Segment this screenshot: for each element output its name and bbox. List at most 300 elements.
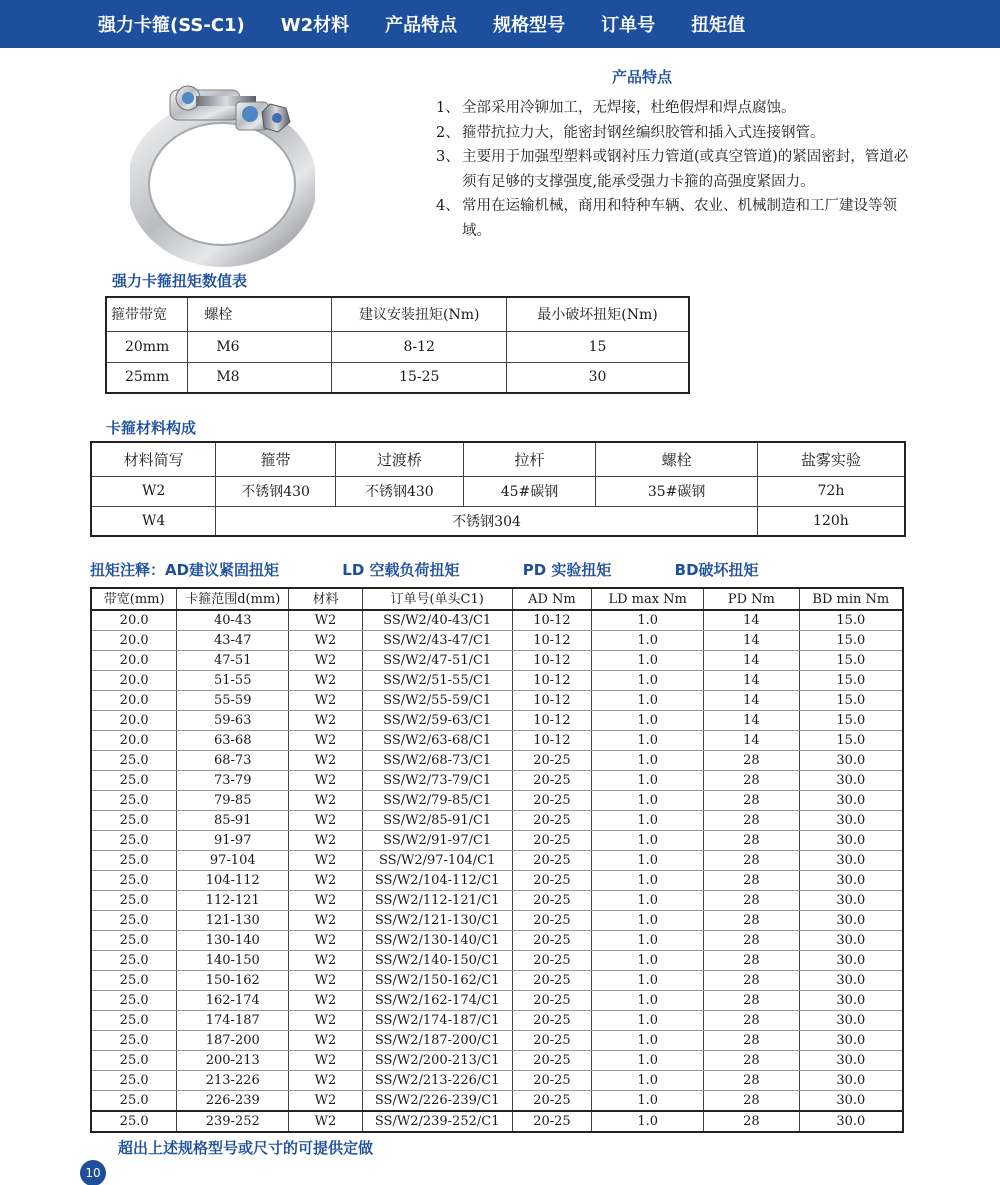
table-cell: 30.0 [799,771,903,791]
table-cell: W2 [289,971,363,991]
table-cell: 30.0 [799,1111,903,1132]
table-header-cell: PD Nm [704,588,800,610]
table-cell: M6 [188,331,332,362]
table-cell: 51-55 [177,671,289,691]
table-cell: 20.0 [91,711,177,731]
table-cell: 20-25 [512,751,592,771]
table-cell: 20-25 [512,1031,592,1051]
torque-notes [90,559,817,580]
table-cell: 20-25 [512,1091,592,1112]
table-cell: W2 [289,731,363,751]
table-cell: 10-12 [512,691,592,711]
table-header-row [91,442,905,476]
table-cell: 14 [704,610,800,631]
table-cell: 20-25 [512,1071,592,1091]
table-row [91,1071,903,1091]
table-cell: 28 [704,1111,800,1132]
page-number: 10 [80,1160,106,1185]
table-cell: 25mm [106,362,188,393]
spec-table [90,587,904,1133]
table-cell: 25.0 [91,991,177,1011]
note-ad: 扭矩注释：AD建议紧固扭矩 [90,561,280,579]
table-cell: 30.0 [799,971,903,991]
table-row [91,911,903,931]
hose-clamp-image [130,62,315,267]
table-cell: 30.0 [799,851,903,871]
nav-item-features[interactable]: 产品特点 [385,15,458,36]
table-cell: W2 [289,871,363,891]
table-cell: W2 [289,951,363,971]
table-cell: 45#碳钢 [463,476,596,506]
table-cell: 10-12 [512,610,592,631]
table-cell: 30.0 [799,1011,903,1031]
table-row [91,931,903,951]
table-cell: W2 [289,831,363,851]
table-cell: 25.0 [91,791,177,811]
table-cell: 1.0 [592,971,704,991]
table-cell: W2 [289,1091,363,1112]
table-cell: SS/W2/97-104/C1 [362,851,512,871]
table-cell: SS/W2/226-239/C1 [362,1091,512,1112]
table-row [91,731,903,751]
table-cell: 20-25 [512,871,592,891]
table-cell: 174-187 [177,1011,289,1031]
table-cell: SS/W2/239-252/C1 [362,1111,512,1132]
table-cell: 1.0 [592,811,704,831]
table-row [91,1091,903,1112]
table-cell: 79-85 [177,791,289,811]
table-header-cell: 箍带带宽 [106,297,188,331]
table-cell: 1.0 [592,871,704,891]
table-cell: 20.0 [91,731,177,751]
table-header-cell: 过渡桥 [335,442,463,476]
table-header-cell: AD Nm [512,588,592,610]
table-cell: SS/W2/200-213/C1 [362,1051,512,1071]
table-header-cell: 订单号(单头C1) [362,588,512,610]
table-cell: 28 [704,811,800,831]
torque-table [105,296,690,394]
table-cell: 97-104 [177,851,289,871]
table-cell: W2 [289,991,363,1011]
table-cell: 1.0 [592,1091,704,1112]
table-cell: 20mm [106,331,188,362]
table-cell: W2 [289,1031,363,1051]
table-cell: 25.0 [91,851,177,871]
table-cell: 28 [704,1051,800,1071]
table-cell: 20-25 [512,831,592,851]
table-cell: SS/W2/73-79/C1 [362,771,512,791]
table-cell: W2 [289,1111,363,1132]
table-header-cell: 材料 [289,588,363,610]
table-cell: W2 [289,631,363,651]
feature-text: 箍带抗拉力大，能密封钢丝编织胶管和插入式连接钢管。 [462,124,825,141]
table-cell: 1.0 [592,911,704,931]
table-cell: 40-43 [177,610,289,631]
table-row [91,506,905,536]
table-header-cell: 拉杆 [463,442,596,476]
table-cell: 20.0 [91,610,177,631]
table-cell: SS/W2/162-174/C1 [362,991,512,1011]
table-header-cell: 箍带 [216,442,336,476]
table-cell: 28 [704,951,800,971]
table-cell: 1.0 [592,691,704,711]
table-cell: 15 [507,331,690,362]
table-cell: W2 [289,771,363,791]
table-cell: 20.0 [91,691,177,711]
nav-item-order-number[interactable]: 订单号 [601,15,656,36]
table-cell: 1.0 [592,771,704,791]
table-cell: 15.0 [799,610,903,631]
table-header-cell: 卡箍范围d(mm) [177,588,289,610]
table-cell: 1.0 [592,791,704,811]
table-cell: 130-140 [177,931,289,951]
table-cell: SS/W2/40-43/C1 [362,610,512,631]
table-cell: 28 [704,1091,800,1112]
table-cell: 20-25 [512,971,592,991]
table-row [91,610,903,631]
table-cell: 20-25 [512,1051,592,1071]
table-row [91,671,903,691]
table-cell: 25.0 [91,751,177,771]
table-cell: 14 [704,631,800,651]
table-cell: 30.0 [799,951,903,971]
table-cell: 20-25 [512,891,592,911]
table-header-row [91,588,903,610]
table-row [91,891,903,911]
table-cell: W2 [289,811,363,831]
feature-number: 1、 [436,100,460,116]
table-cell: W2 [289,691,363,711]
nav-item-material[interactable]: W2材料 [280,15,350,36]
nav-item-torque[interactable]: 扭矩值 [691,15,746,36]
table-cell: 25.0 [91,1111,177,1132]
table-cell: 30.0 [799,1091,903,1112]
table-cell: 85-91 [177,811,289,831]
feature-item [436,194,916,243]
table-cell: 20-25 [512,991,592,1011]
table-cell: 15.0 [799,711,903,731]
table-cell: 1.0 [592,651,704,671]
table-header-cell: 带宽(mm) [91,588,177,610]
table-cell: M8 [188,362,332,393]
table-cell: 14 [704,691,800,711]
table-header-cell: 最小破坏扭矩(Nm) [507,297,690,331]
table-row [91,691,903,711]
table-cell: 20.0 [91,651,177,671]
table-cell: 28 [704,831,800,851]
table-cell: 213-226 [177,1071,289,1091]
table-cell: 25.0 [91,1071,177,1091]
table-cell: 1.0 [592,711,704,731]
table-cell: 25.0 [91,931,177,951]
table-cell: 28 [704,1031,800,1051]
table-cell: 20.0 [91,671,177,691]
note-ld: LD 空载负荷扭矩 [342,561,460,579]
table-cell: 1.0 [592,1031,704,1051]
table-cell: 1.0 [592,751,704,771]
table-row [91,1011,903,1031]
table-cell: 30.0 [799,811,903,831]
table-cell: SS/W2/140-150/C1 [362,951,512,971]
table-cell: SS/W2/130-140/C1 [362,931,512,951]
table-row [91,1051,903,1071]
table-cell: 30.0 [799,1071,903,1091]
table-cell: 1.0 [592,851,704,871]
table-cell: 10-12 [512,631,592,651]
note-pd: PD 实验扭矩 [522,561,612,579]
table-cell: 162-174 [177,991,289,1011]
table-cell: 1.0 [592,1111,704,1132]
features-title: 产品特点 [612,68,673,86]
table-cell: 25.0 [91,951,177,971]
table-cell: 28 [704,851,800,871]
table-cell: SS/W2/55-59/C1 [362,691,512,711]
table-cell: W2 [289,1051,363,1071]
table-cell: 20-25 [512,791,592,811]
table-cell: 47-51 [177,651,289,671]
table-row [91,1111,903,1132]
table-cell: W2 [289,851,363,871]
table-cell: 14 [704,671,800,691]
table-cell: 28 [704,771,800,791]
table-cell: 25.0 [91,911,177,931]
table-cell: 不锈钢430 [335,476,463,506]
table-cell: 30.0 [799,1051,903,1071]
table-cell: W2 [289,610,363,631]
table-cell: 8-12 [332,331,507,362]
table-row [91,751,903,771]
table-cell: SS/W2/213-226/C1 [362,1071,512,1091]
table-cell: 140-150 [177,951,289,971]
table-cell: 25.0 [91,811,177,831]
table-cell: 28 [704,991,800,1011]
table-cell: 25.0 [91,831,177,851]
table-cell: 20-25 [512,851,592,871]
table-row [91,871,903,891]
table-cell: SS/W2/85-91/C1 [362,811,512,831]
table-cell: 1.0 [592,831,704,851]
table-cell: SS/W2/150-162/C1 [362,971,512,991]
table-cell: 187-200 [177,1031,289,1051]
table-cell: 14 [704,651,800,671]
table-cell: 10-12 [512,651,592,671]
nav-item-specs[interactable]: 规格型号 [493,15,566,36]
table-cell: 28 [704,791,800,811]
table-cell: W2 [289,1071,363,1091]
table-cell: 不锈钢304 [216,506,758,536]
table-cell: 28 [704,911,800,931]
note-bd: BD破坏扭矩 [674,561,759,579]
table-cell: 226-239 [177,1091,289,1112]
table-cell: SS/W2/47-51/C1 [362,651,512,671]
table-cell: 63-68 [177,731,289,751]
table-cell: 30.0 [799,791,903,811]
table-cell: 121-130 [177,911,289,931]
table-cell: W2 [289,1011,363,1031]
table-header-cell: LD max Nm [592,588,704,610]
table-cell: 1.0 [592,610,704,631]
table-row [106,362,689,393]
table-row [91,651,903,671]
table-cell: 55-59 [177,691,289,711]
table-cell: 25.0 [91,1031,177,1051]
table-cell: 28 [704,931,800,951]
table-cell: 104-112 [177,871,289,891]
table-cell: W2 [289,891,363,911]
table-cell: 10-12 [512,711,592,731]
table-cell: 28 [704,871,800,891]
table-cell: SS/W2/63-68/C1 [362,731,512,751]
table-cell: 239-252 [177,1111,289,1132]
table-cell: 1.0 [592,891,704,911]
table-cell: 30.0 [799,751,903,771]
table-cell: 30.0 [799,891,903,911]
table-cell: 1.0 [592,671,704,691]
table-cell: W2 [91,476,216,506]
table-cell: 20-25 [512,1111,592,1132]
table-header-cell: 建议安装扭矩(Nm) [332,297,507,331]
table-cell: SS/W2/187-200/C1 [362,1031,512,1051]
table-cell: SS/W2/43-47/C1 [362,631,512,651]
table-cell: 1.0 [592,631,704,651]
feature-number: 3、 [436,149,460,165]
table-cell: 1.0 [592,991,704,1011]
features-list [436,96,916,243]
table-cell: W2 [289,911,363,931]
feature-number: 2、 [436,124,460,141]
table-cell: 20-25 [512,911,592,931]
table-cell: 1.0 [592,931,704,951]
torque-table-title: 强力卡箍扭矩数值表 [112,272,248,290]
table-row [91,1031,903,1051]
table-cell: W2 [289,791,363,811]
table-cell: SS/W2/51-55/C1 [362,671,512,691]
table-cell: 20-25 [512,951,592,971]
table-cell: 25.0 [91,871,177,891]
table-cell: 15.0 [799,651,903,671]
table-cell: 10-12 [512,731,592,751]
table-header-cell: BD min Nm [799,588,903,610]
table-cell: 25.0 [91,891,177,911]
table-cell: 28 [704,1071,800,1091]
table-cell: 200-213 [177,1051,289,1071]
table-cell: W2 [289,751,363,771]
table-header-cell: 螺栓 [188,297,332,331]
table-cell: 25.0 [91,771,177,791]
feature-item [436,96,916,121]
table-cell: W4 [91,506,216,536]
top-banner [0,0,1000,48]
table-cell: 20-25 [512,771,592,791]
table-cell: 112-121 [177,891,289,911]
table-cell: SS/W2/112-121/C1 [362,891,512,911]
table-cell: 1.0 [592,1071,704,1091]
table-cell: 25.0 [91,1091,177,1112]
feature-text: 常用在运输机械，商用和特种车辆、农业、机械制造和工厂建设等领域。 [462,198,897,239]
table-cell: 20.0 [91,631,177,651]
table-cell: 30.0 [799,931,903,951]
table-cell: SS/W2/121-130/C1 [362,911,512,931]
table-cell: 150-162 [177,971,289,991]
table-cell: W2 [289,671,363,691]
table-cell: 1.0 [592,1051,704,1071]
feature-text: 主要用于加强型塑料或钢衬压力管道(或真空管道)的紧固密封，管道必须有足够的支撑强度,能承受强力卡箍的高强度紧固力。 [462,149,909,190]
table-cell: 28 [704,891,800,911]
table-cell: 15.0 [799,671,903,691]
table-cell: 91-97 [177,831,289,851]
table-header-cell: 材料简写 [91,442,216,476]
table-cell: 不锈钢430 [216,476,336,506]
table-row [91,791,903,811]
table-cell: 1.0 [592,731,704,751]
table-header-cell: 螺栓 [596,442,758,476]
table-cell: 15-25 [332,362,507,393]
table-cell: SS/W2/68-73/C1 [362,751,512,771]
table-row [91,711,903,731]
table-header-row [106,297,689,331]
table-row [91,811,903,831]
spec-table-body [91,588,903,1132]
table-cell: 72h [757,476,905,506]
table-cell: W2 [289,711,363,731]
table-cell: 35#碳钢 [596,476,758,506]
custom-order-note: 超出上述规格型号或尺寸的可提供定做 [118,1139,374,1157]
table-row [91,951,903,971]
table-cell: 30.0 [799,911,903,931]
feature-item [436,145,916,194]
table-cell: 15.0 [799,731,903,751]
table-cell: 73-79 [177,771,289,791]
table-cell: 30.0 [799,831,903,851]
table-cell: 25.0 [91,1011,177,1031]
table-cell: SS/W2/174-187/C1 [362,1011,512,1031]
material-table-title: 卡箍材料构成 [106,419,197,437]
table-cell: 28 [704,751,800,771]
table-cell: 20-25 [512,931,592,951]
table-cell: W2 [289,651,363,671]
material-table [90,441,906,537]
table-cell: 68-73 [177,751,289,771]
table-cell: 1.0 [592,1011,704,1031]
nav-item-product-name[interactable]: 强力卡箍(SS-C1) [98,15,245,36]
table-cell: 30 [507,362,690,393]
table-cell: SS/W2/91-97/C1 [362,831,512,851]
table-cell: SS/W2/79-85/C1 [362,791,512,811]
table-cell: SS/W2/104-112/C1 [362,871,512,891]
table-row [91,831,903,851]
table-cell: 30.0 [799,1031,903,1051]
table-cell: SS/W2/59-63/C1 [362,711,512,731]
table-cell: 28 [704,1011,800,1031]
table-cell: 25.0 [91,971,177,991]
table-cell: 43-47 [177,631,289,651]
table-cell: 30.0 [799,991,903,1011]
table-cell: 14 [704,711,800,731]
table-row [91,851,903,871]
table-row [91,771,903,791]
table-cell: 20-25 [512,811,592,831]
table-cell: 25.0 [91,1051,177,1071]
table-cell: W2 [289,931,363,951]
table-cell: 10-12 [512,671,592,691]
feature-item [436,121,916,146]
table-cell: 20-25 [512,1011,592,1031]
table-cell: 120h [757,506,905,536]
table-row [91,476,905,506]
table-row [91,971,903,991]
table-cell: 15.0 [799,631,903,651]
table-cell: 14 [704,731,800,751]
